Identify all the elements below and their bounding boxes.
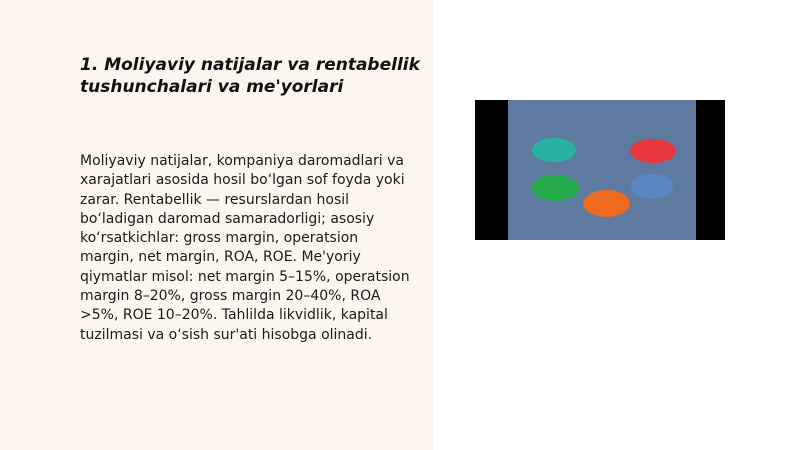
slide-body-text: Moliyaviy natijalar, kompaniya daromadlari va xarajatlari asosida hosil bo‘lgan sof foyda yoki zarar. Rentabellik — resurslardan hosil bo‘ladigan daromad samaradorligi; asosiy ko‘rsatkichlar: gross margin, operatsion margin, net margin, ROA, ROE. Me'yoriy qiymatlar misol: net margin 5–15%, operatsion margin 8–20%, gross margin 20–40%, ROA >5%, ROE 10–20%. Tahlilda likvidlik, kapital tuzilmasi va o‘sish sur'ati hisobga olinadi. [80,153,410,343]
slide-title: 1. Moliyaviy natijalar va rentabellik tushunchalari va me'yorlari [80,55,420,97]
diagram-node-green [531,175,579,201]
video-frame-content [508,100,696,240]
diagram-node-blue [630,174,674,199]
diagram-node-teal [532,138,576,162]
diagram-node-orange [583,190,630,217]
diagram-node-red [630,139,676,163]
embedded-video[interactable] [475,100,725,240]
